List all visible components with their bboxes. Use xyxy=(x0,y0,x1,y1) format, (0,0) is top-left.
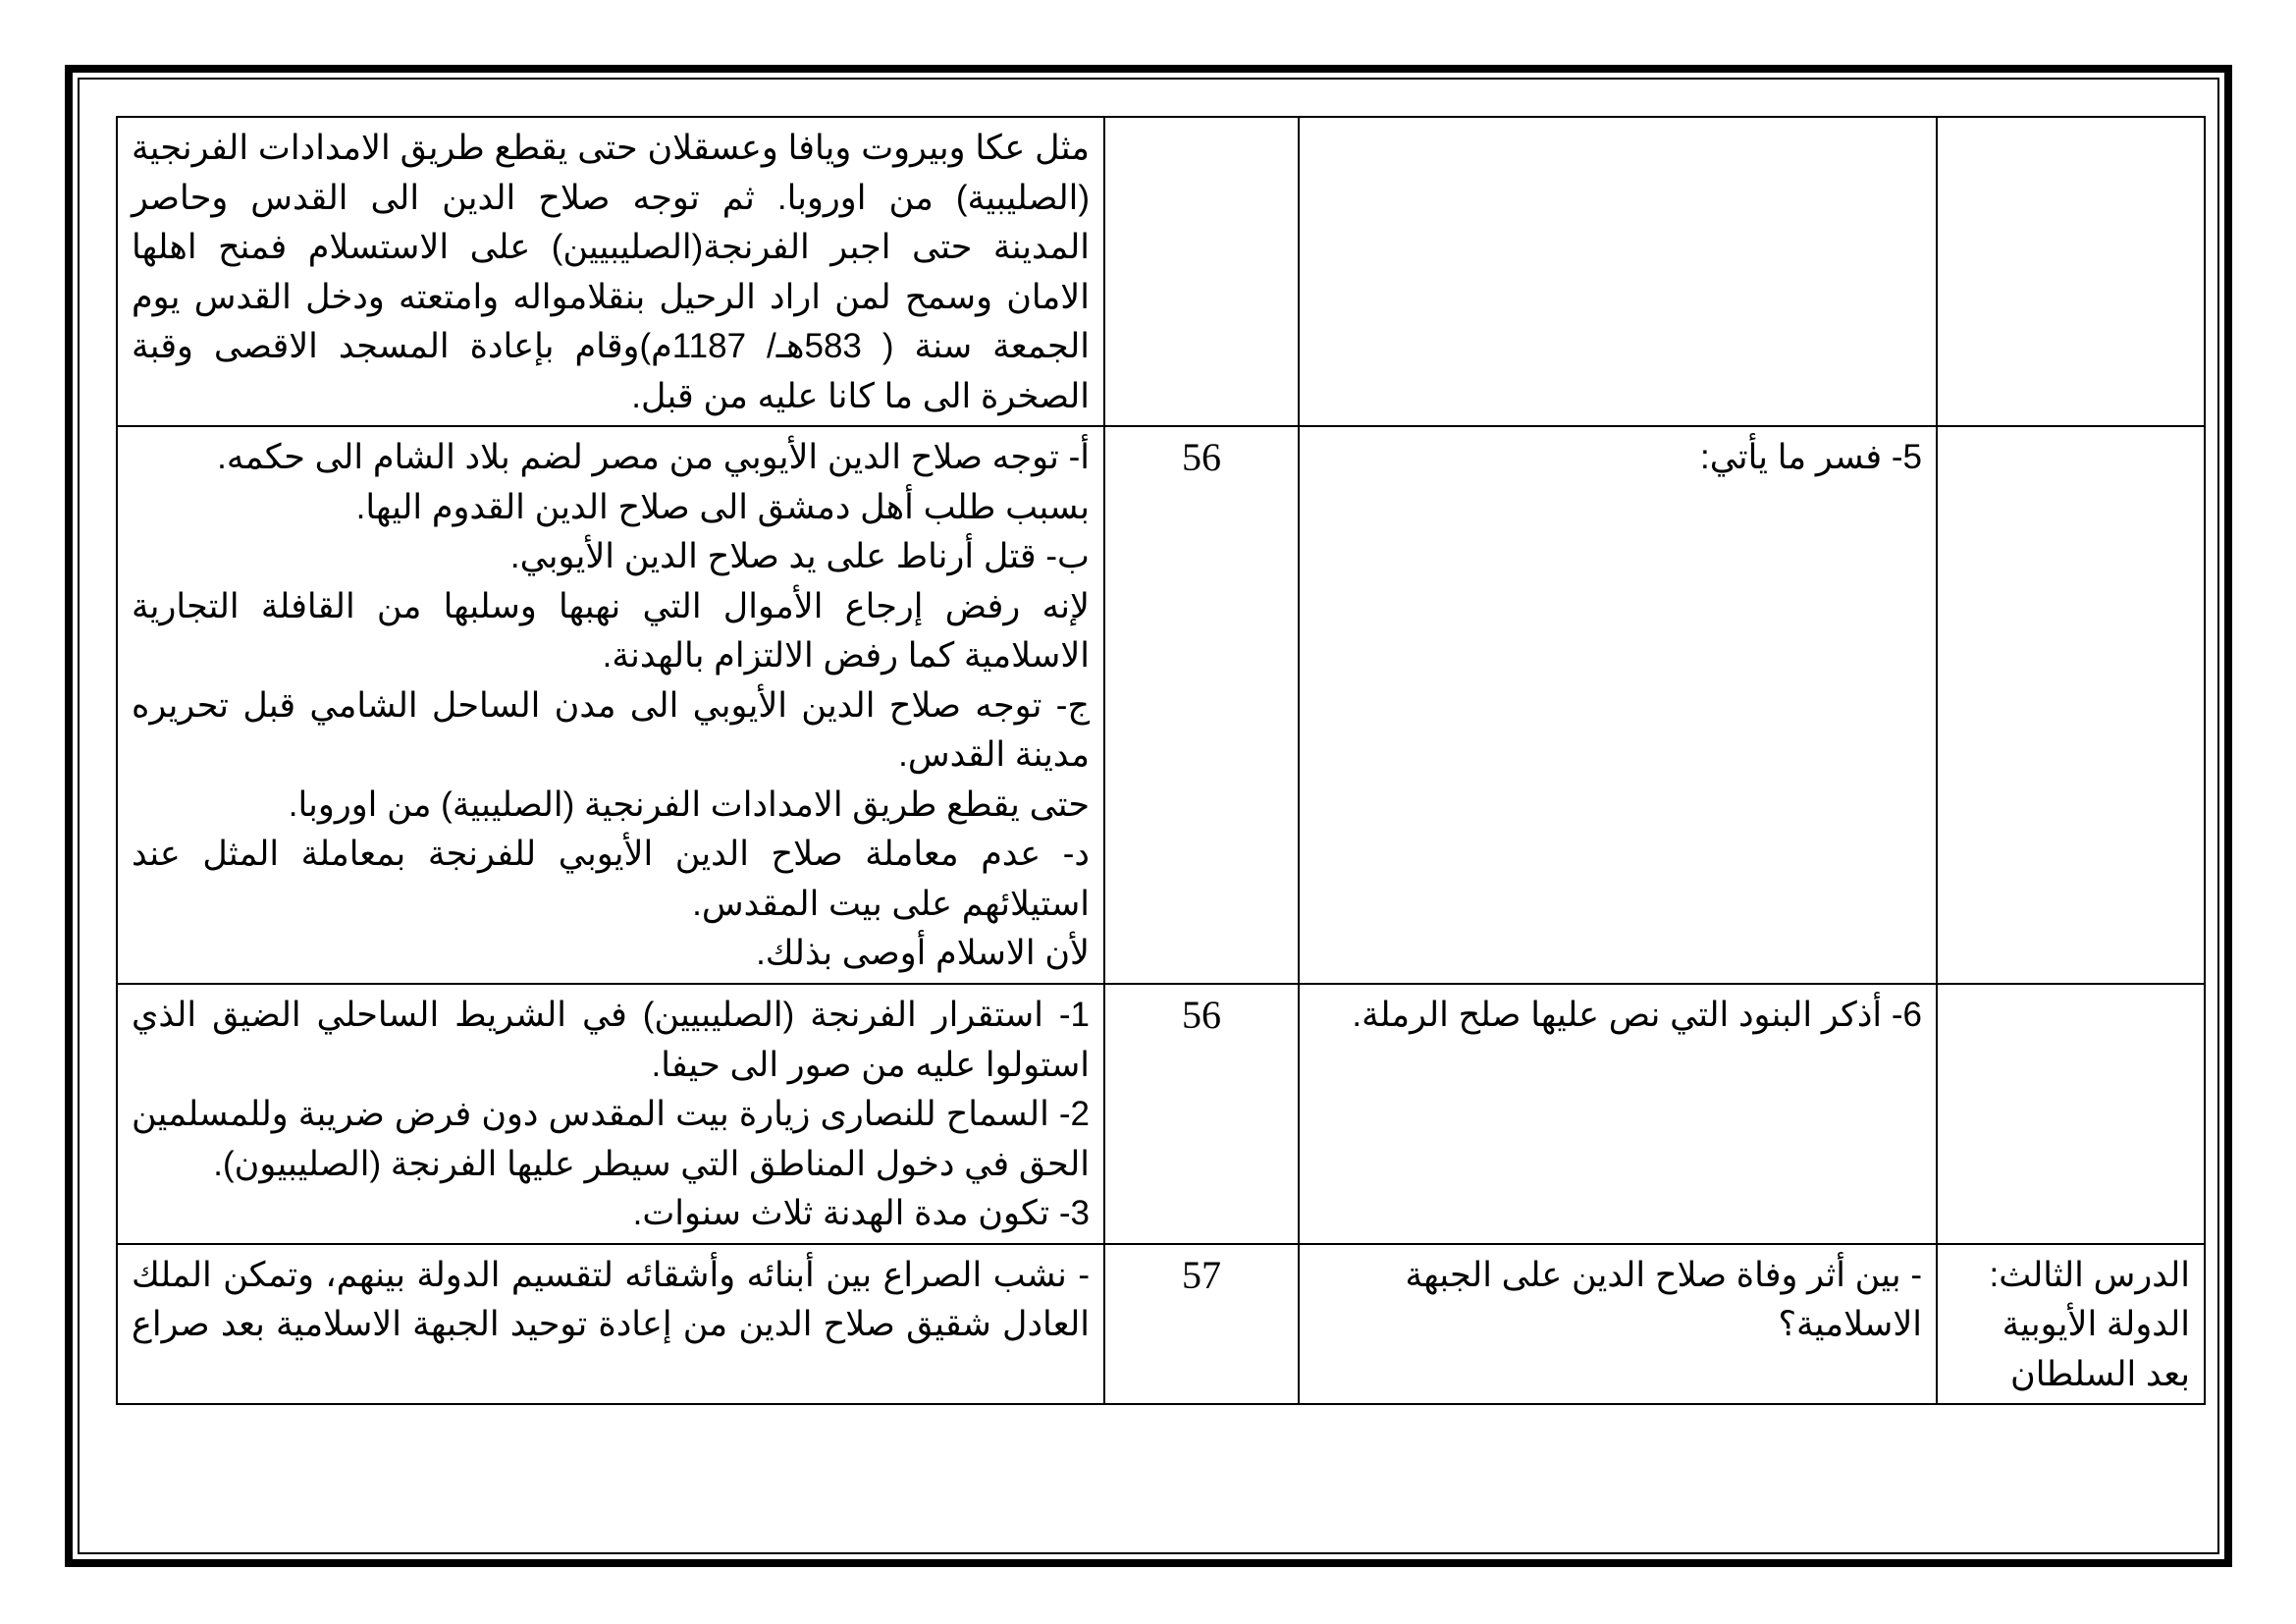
page-number: 56 xyxy=(1182,435,1221,479)
question-cell xyxy=(1299,1244,1937,1405)
answer-line: أ- توجه صلاح الدين الأيوبي من مصر لضم بلاد الشام الى حكمه. xyxy=(217,438,1090,476)
answer-line: 1- استقرار الفرنجة (الصليبيين) في الشريط الساحلي الضيق الذي xyxy=(132,996,1090,1034)
table-row xyxy=(117,984,2205,1244)
answer-line: استيلائهم على بيت المقدس. xyxy=(692,884,1090,923)
history-answer-table xyxy=(116,116,2206,1405)
answer-line: الحق في دخول المناطق التي سيطر عليها الفرنجة (الصليبيون). xyxy=(213,1144,1090,1183)
question-text: 5- فسر ما يأتي: xyxy=(1699,438,1922,476)
question-text: 6- أذكر البنود التي نص عليها صلح الرملة. xyxy=(1352,996,1922,1034)
table-row xyxy=(117,1244,2205,1405)
answer-line: الصخرة الى ما كانا عليه من قبل. xyxy=(631,376,1090,415)
answer-line: بسبب طلب أهل دمشق الى صلاح الدين القدوم اليها. xyxy=(355,487,1090,526)
question-cell xyxy=(1299,984,1937,1244)
answer-line: د- عدم معاملة صلاح الدين الأيوبي للفرنجة بمعاملة المثل عند xyxy=(132,835,1090,873)
answer-line: (الصليبية) من اوروبا. ثم توجه صلاح الدين الى القدس وحاصر xyxy=(132,178,1090,217)
answer-line: لإنه رفض إرجاع الأموال التي نهبها وسلبها من القافلة التجارية xyxy=(132,586,1090,625)
answer-line: الجمعة سنة ( 583هـ/ 1187م)وقام بإعادة المسجد الاقصى وقبة xyxy=(132,327,1090,365)
question-text: - بين أثر وفاة صلاح الدين على الجبهة الاسلامية؟ xyxy=(1405,1255,1922,1343)
answer-line: العادل شقيق صلاح الدين من إعادة توحيد الجبهة الاسلامية بعد صراع xyxy=(132,1305,1090,1343)
question-cell xyxy=(1299,426,1937,984)
answer-cell xyxy=(117,117,1104,426)
answer-line: مثل عكا وبيروت ويافا وعسقلان حتى يقطع طريق الامدادات الفرنجية xyxy=(132,129,1090,167)
answer-line: ج- توجه صلاح الدين الأيوبي الى مدن الساحل الشامي قبل تحريره xyxy=(132,685,1090,725)
page-number: 57 xyxy=(1182,1252,1221,1297)
table-row xyxy=(117,426,2205,984)
page-number: 56 xyxy=(1182,993,1221,1037)
answer-line: مدينة القدس. xyxy=(898,735,1090,774)
answer-line: المدينة حتى اجبر الفرنجة(الصليبيين) على الاستسلام فمنح اهلها xyxy=(132,228,1090,266)
page-number-cell xyxy=(1104,117,1299,426)
answer-cell xyxy=(117,984,1104,1244)
question-cell xyxy=(1299,117,1937,426)
lesson-cell xyxy=(1937,117,2205,426)
lesson-cell xyxy=(1937,426,2205,984)
answer-line: ب- قتل أرناط على يد صلاح الدين الأيوبي. xyxy=(509,537,1090,575)
answer-cell xyxy=(117,1244,1104,1405)
answer-line: لأن الاسلام أوصى بذلك. xyxy=(756,934,1090,972)
lesson-cell xyxy=(1937,1244,2205,1405)
page-number-cell xyxy=(1104,1244,1299,1405)
answer-line: استولوا عليه من صور الى حيفا. xyxy=(651,1045,1090,1084)
answer-line: حتى يقطع طريق الامدادات الفرنجية (الصليبية) من اوروبا. xyxy=(288,785,1090,824)
answer-cell xyxy=(117,426,1104,984)
page-number-cell xyxy=(1104,426,1299,984)
answer-line: 2- السماح للنصارى زيارة بيت المقدس دون فرض ضريبة وللمسلمين xyxy=(132,1095,1090,1133)
answer-line: - نشب الصراع بين أبنائه وأشقائه لتقسيم الدولة بينهم، وتمكن الملك xyxy=(132,1255,1090,1294)
answer-line: الامان وسمح لمن اراد الرحيل بنقلامواله وامتعته ودخل القدس يوم xyxy=(132,277,1090,316)
answer-line: الاسلامية كما رفض الالتزام بالهدنة. xyxy=(602,636,1090,675)
table-row xyxy=(117,117,2205,426)
lesson-cell xyxy=(1937,984,2205,1244)
page-number-cell xyxy=(1104,984,1299,1244)
answer-line: 3- تكون مدة الهدنة ثلاث سنوات. xyxy=(632,1194,1090,1232)
lesson-title: الدرس الثالث: الدولة الأيوبية بعد السلطان xyxy=(1989,1255,2190,1393)
